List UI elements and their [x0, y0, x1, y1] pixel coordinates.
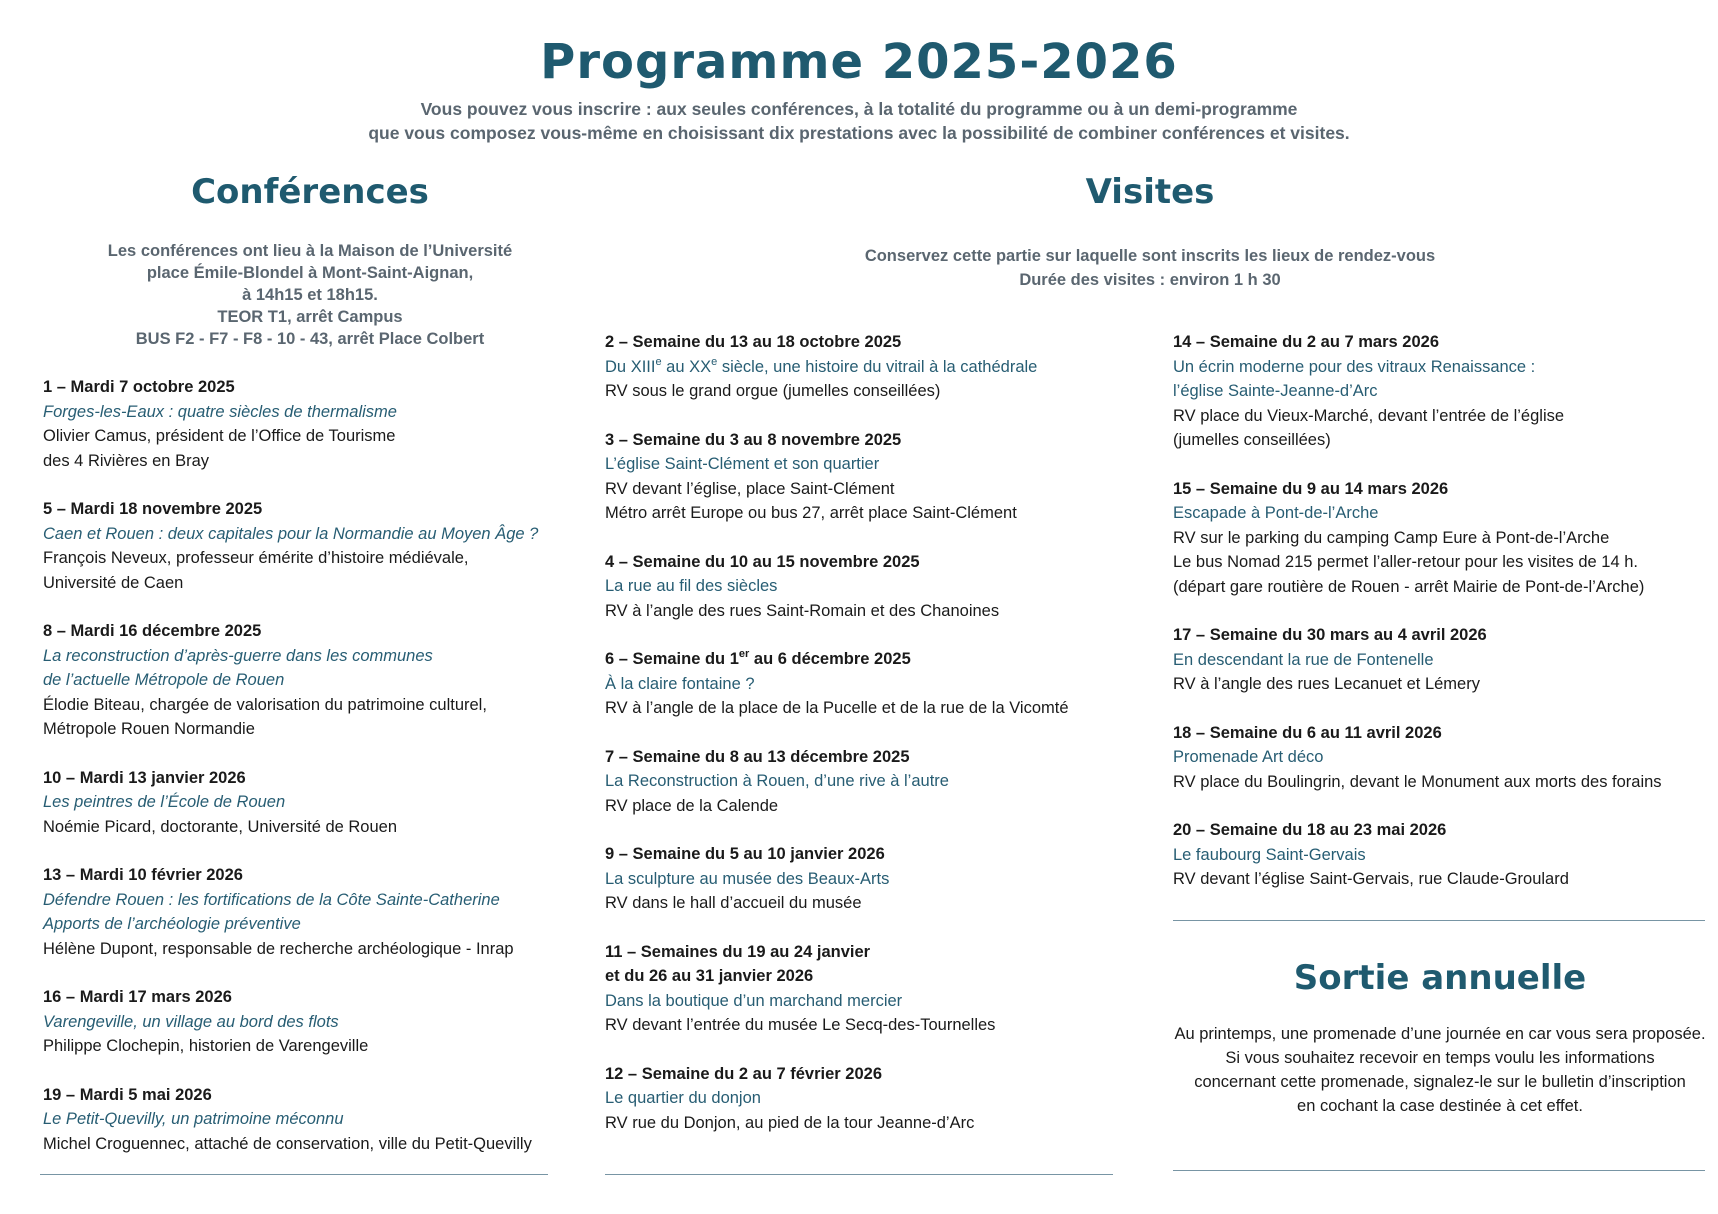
- item-date: 18 – Semaine du 6 au 11 avril 2026: [1173, 723, 1442, 742]
- item-title: La reconstruction d’après-guerre dans les communes: [43, 646, 433, 665]
- item-detail: RV sous le grand orgue (jumelles conseillées): [605, 382, 941, 400]
- item-detail: Université de Caen: [43, 573, 184, 592]
- item-date: 2 – Semaine du 13 au 18 octobre 2025: [605, 333, 902, 351]
- item-date: 6 – Semaine du 1er au 6 décembre 2025: [605, 648, 911, 668]
- program-item: [1173, 623, 1718, 697]
- divider: [1173, 920, 1705, 921]
- program-item: [43, 863, 603, 961]
- intro-line: Vous pouvez vous inscrire : aux seules conférences, à la totalité du programme ou à un demi-programme: [420, 99, 1298, 119]
- item-date: 10 – Mardi 13 janvier 2026: [43, 768, 246, 787]
- item-title: La Reconstruction à Rouen, d’une rive à l’autre: [605, 772, 949, 790]
- sortie-line: Au printemps, une promenade d’une journée en car vous sera proposée.: [1174, 1025, 1706, 1043]
- item-date: 9 – Semaine du 5 au 10 janvier 2026: [605, 845, 885, 863]
- program-item: [43, 497, 603, 595]
- item-date: 3 – Semaine du 3 au 8 novembre 2025: [605, 430, 902, 449]
- conferences-heading: Conférences: [191, 172, 429, 212]
- conferences-list: [43, 375, 603, 1180]
- item-detail: Métro arrêt Europe ou bus 27, arrêt place Saint-Clément: [605, 504, 1017, 522]
- item-title: Varengeville, un village au bord des flots: [43, 1012, 339, 1031]
- item-detail: RV dans le hall d’accueil du musée: [605, 894, 862, 912]
- info-line: Durée des visites : environ 1 h 30: [1019, 271, 1281, 289]
- item-detail: Philippe Clochepin, historien de Varengeville: [43, 1037, 369, 1055]
- divider: [605, 1174, 1113, 1175]
- sortie-text: [1170, 1022, 1710, 1118]
- program-item: [605, 330, 1165, 404]
- item-date: 5 – Mardi 18 novembre 2025: [43, 500, 263, 518]
- item-date: 16 – Mardi 17 mars 2026: [43, 988, 232, 1006]
- program-item: [1173, 721, 1718, 795]
- program-item: [605, 940, 1165, 1038]
- visits-info: [820, 244, 1480, 292]
- sortie-heading: Sortie annuelle: [1293, 958, 1587, 998]
- item-title: En descendant la rue de Fontenelle: [1173, 650, 1434, 669]
- visits-list-1: [605, 330, 1165, 1159]
- program-item: [605, 428, 1165, 526]
- item-detail: Élodie Biteau, chargée de valorisation du patrimoine culturel,: [43, 695, 487, 714]
- program-item: [605, 745, 1165, 819]
- info-line: Les conférences ont lieu à la Maison de l’Université: [107, 242, 513, 260]
- item-date: 7 – Semaine du 8 au 13 décembre 2025: [605, 747, 910, 766]
- item-date: et du 26 au 31 janvier 2026: [605, 967, 814, 985]
- item-detail: des 4 Rivières en Bray: [43, 451, 209, 470]
- page-title: Programme 2025-2026: [540, 34, 1178, 90]
- item-title: Promenade Art déco: [1173, 748, 1324, 766]
- item-detail: Noémie Picard, doctorante, Université de Rouen: [43, 817, 398, 836]
- item-date: 20 – Semaine du 18 au 23 mai 2026: [1173, 821, 1447, 839]
- sortie-line: concernant cette promenade, signalez-le sur le bulletin d’inscription: [1194, 1073, 1686, 1091]
- item-date: 1 – Mardi 7 octobre 2025: [43, 378, 235, 396]
- divider: [40, 1174, 548, 1175]
- item-detail: RV place du Boulingrin, devant le Monument aux morts des forains: [1173, 772, 1662, 791]
- program-item: [1173, 818, 1718, 892]
- item-title: Du XIIIe au XXe siècle, une histoire du vitrail à la cathédrale: [605, 355, 1038, 376]
- intro-line: que vous composez vous-même en choisissant dix prestations avec la possibilité de combiner conférences et visites.: [368, 123, 1350, 143]
- item-title: de l’actuelle Métropole de Rouen: [43, 671, 285, 689]
- item-date: 13 – Mardi 10 février 2026: [43, 866, 243, 884]
- item-date: 8 – Mardi 16 décembre 2025: [43, 622, 262, 640]
- item-detail: RV rue du Donjon, au pied de la tour Jeanne-d’Arc: [605, 1113, 975, 1132]
- item-date: 14 – Semaine du 2 au 7 mars 2026: [1173, 333, 1439, 351]
- program-item: [43, 766, 603, 840]
- item-detail: RV à l’angle des rues Saint-Romain et des Chanoines: [605, 601, 1000, 620]
- program-item: [605, 550, 1165, 624]
- conferences-info: [40, 240, 580, 350]
- item-title: La rue au fil des siècles: [605, 577, 778, 595]
- info-line: à 14h15 et 18h15.: [242, 286, 378, 304]
- item-title: Escapade à Pont-de-l’Arche: [1173, 504, 1379, 522]
- item-detail: (jumelles conseillées): [1173, 431, 1331, 449]
- divider: [1173, 1170, 1705, 1171]
- item-detail: Le bus Nomad 215 permet l’aller-retour pour les visites de 14 h.: [1173, 553, 1638, 571]
- item-title: Forges-les-Eaux : quatre siècles de thermalisme: [43, 402, 397, 421]
- item-detail: Olivier Camus, président de l’Office de Tourisme: [43, 427, 396, 445]
- item-title: Le faubourg Saint-Gervais: [1173, 845, 1366, 864]
- item-detail: RV sur le parking du camping Camp Eure à Pont-de-l’Arche: [1173, 528, 1610, 547]
- info-line: Conservez cette partie sur laquelle sont inscrits les lieux de rendez-vous: [864, 247, 1436, 265]
- item-date: 11 – Semaines du 19 au 24 janvier: [605, 942, 871, 961]
- info-line: BUS F2 - F7 - F8 - 10 - 43, arrêt Place Colbert: [135, 330, 485, 348]
- item-detail: Hélène Dupont, responsable de recherche archéologique - Inrap: [43, 939, 514, 958]
- item-detail: RV à l’angle de la place de la Pucelle et de la rue de la Vicomté: [605, 699, 1069, 717]
- item-title: L’église Saint-Clément et son quartier: [605, 455, 880, 473]
- sortie-line: en cochant la case destinée à cet effet.: [1297, 1097, 1583, 1115]
- item-detail: RV devant l’église Saint-Gervais, rue Claude-Groulard: [1173, 870, 1569, 888]
- info-line: TEOR T1, arrêt Campus: [217, 308, 403, 326]
- program-item: [43, 1083, 603, 1157]
- item-title: l’église Sainte-Jeanne-d’Arc: [1173, 382, 1378, 400]
- item-title: Apports de l’archéologie préventive: [43, 915, 301, 933]
- info-line: place Émile-Blondel à Mont-Saint-Aignan,: [146, 264, 474, 282]
- program-item: [43, 375, 603, 473]
- item-detail: (départ gare routière de Rouen - arrêt Mairie de Pont-de-l’Arche): [1173, 577, 1645, 596]
- item-detail: RV devant l’église, place Saint-Clément: [605, 479, 895, 498]
- item-detail: RV place du Vieux-Marché, devant l’entrée de l’église: [1173, 406, 1565, 425]
- item-title: Dans la boutique d’un marchand mercier: [605, 991, 903, 1010]
- item-date: 15 – Semaine du 9 au 14 mars 2026: [1173, 479, 1449, 498]
- item-date: 12 – Semaine du 2 au 7 février 2026: [605, 1064, 882, 1083]
- item-title: Le quartier du donjon: [605, 1089, 761, 1107]
- item-title: Défendre Rouen : les fortifications de la Côte Sainte-Catherine: [43, 890, 500, 909]
- item-detail: François Neveux, professeur émérite d’histoire médiévale,: [43, 549, 469, 567]
- intro-text: [0, 97, 1718, 145]
- item-title: Un écrin moderne pour des vitraux Renaissance :: [1173, 357, 1536, 376]
- item-title: La sculpture au musée des Beaux-Arts: [605, 869, 890, 888]
- program-item: [1173, 330, 1718, 453]
- program-item: [1173, 477, 1718, 600]
- visits-list-2: [1173, 330, 1718, 916]
- item-title: Les peintres de l’École de Rouen: [43, 793, 286, 811]
- program-item: [605, 842, 1165, 916]
- program-item: [605, 1062, 1165, 1136]
- item-detail: RV place de la Calende: [605, 796, 779, 815]
- program-item: [605, 647, 1165, 721]
- item-date: 17 – Semaine du 30 mars au 4 avril 2026: [1173, 626, 1487, 644]
- item-title: À la claire fontaine ?: [605, 674, 755, 693]
- item-date: 4 – Semaine du 10 au 15 novembre 2025: [605, 552, 920, 571]
- item-date: 19 – Mardi 5 mai 2026: [43, 1085, 212, 1104]
- item-detail: Michel Croguennec, attaché de conservation, ville du Petit-Quevilly: [43, 1134, 532, 1153]
- sortie-line: Si vous souhaitez recevoir en temps voulu les informations: [1225, 1049, 1655, 1067]
- program-item: [43, 985, 603, 1059]
- program-item: [43, 619, 603, 742]
- item-detail: Métropole Rouen Normandie: [43, 720, 255, 738]
- visits-heading: Visites: [1085, 172, 1215, 212]
- item-detail: RV à l’angle des rues Lecanuet et Lémery: [1173, 675, 1480, 693]
- item-title: Caen et Rouen : deux capitales pour la Normandie au Moyen Âge ?: [43, 524, 539, 543]
- item-detail: RV devant l’entrée du musée Le Secq-des-Tournelles: [605, 1016, 996, 1034]
- item-title: Le Petit-Quevilly, un patrimoine méconnu: [43, 1110, 344, 1128]
